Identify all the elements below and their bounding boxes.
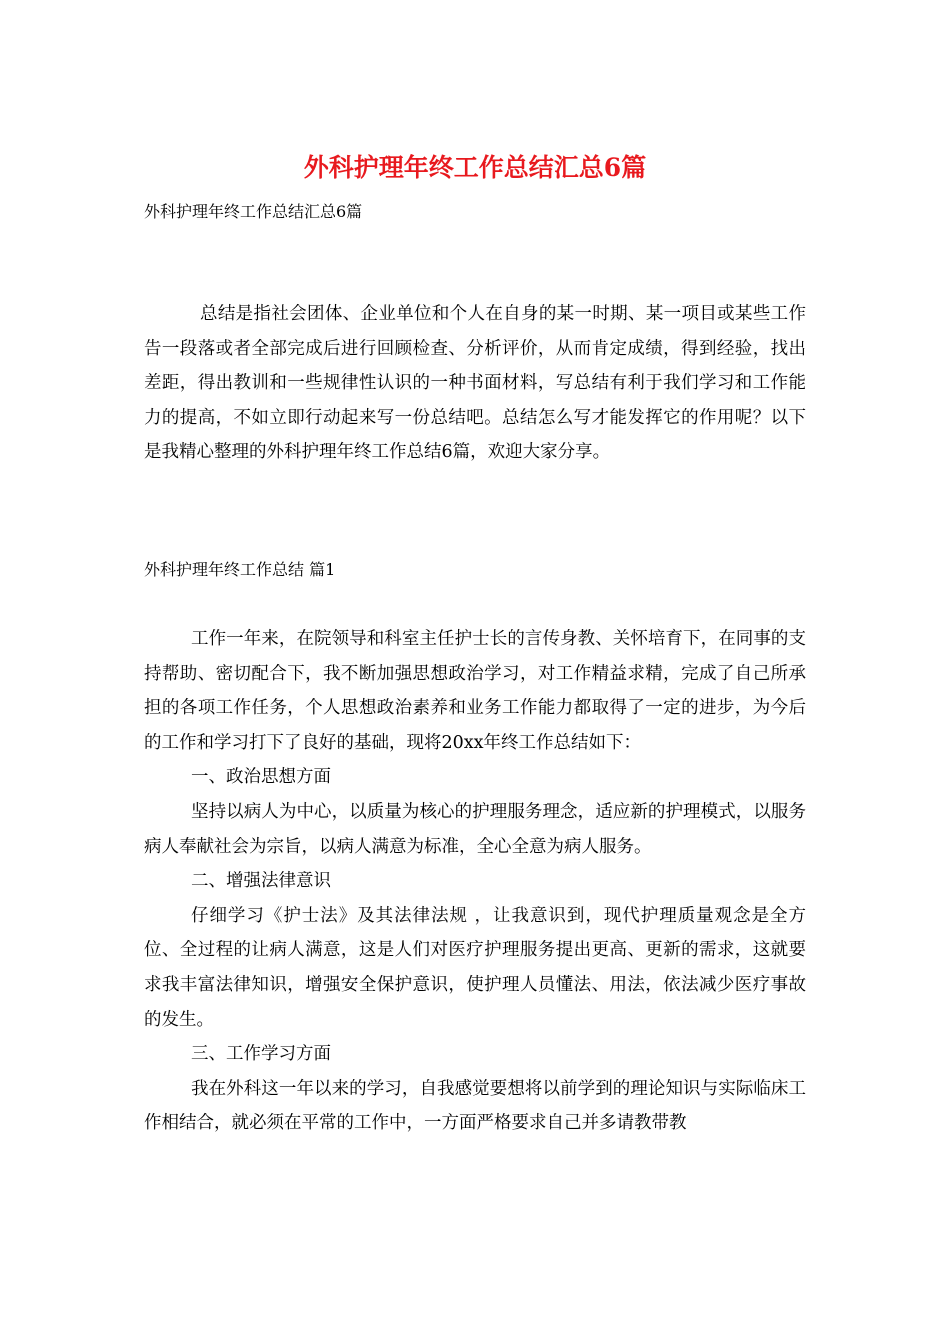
document-subtitle: 外科护理年终工作总结汇总6篇 [144, 202, 363, 221]
section-heading: 外科护理年终工作总结 篇1 [144, 560, 336, 579]
heading-politics: 一、政治思想方面 [191, 767, 331, 788]
paragraph-intro: 工作一年来，在院领导和科室主任护士长的言传身教、关怀培育下，在同事的支持帮助、密切配合下，我不断加强思想政治学习，对工作精益求精，完成了自己所承担的各项工作任务，个人思想政治素养和业务工作能力都取得了一定的进步，为今后的工作和学习打下了良好的基础，现将20xx年终工作总结如下： [144, 629, 806, 753]
section-body [144, 622, 806, 1141]
heading-work-study: 三、工作学习方面 [191, 1044, 331, 1065]
paragraph-work-study: 我在外科这一年以来的学习，自我感觉要想将以前学到的理论知识与实际临床工作相结合，就必须在平常的工作中，一方面严格要求自己并多请教带教 [144, 1078, 806, 1134]
intro-paragraph: 总结是指社会团体、企业单位和个人在自身的某一时期、某一项目或某些工作告一段落或者全部完成后进行回顾检查、分析评价，从而肯定成绩，得到经验，找出差距，得出教训和一些规律性认识的一种书面材料，写总结有利于我们学习和工作能力的提高，不如立即行动起来写一份总结吧。总结怎么写才能发挥它的作用呢？以下是我精心整理的外科护理年终工作总结6篇，欢迎大家分享。 [144, 304, 806, 463]
paragraph-politics: 坚持以病人为中心，以质量为核心的护理服务理念，适应新的护理模式，以服务病人奉献社会为宗旨，以病人满意为标准，全心全意为病人服务。 [144, 801, 806, 857]
document-title: 外科护理年终工作总结汇总6篇 [303, 153, 647, 182]
paragraph-law: 仔细学习《护士法》及其法律法规 ，让我意识到，现代护理质量观念是全方位、全过程的让病人满意，这是人们对医疗护理服务提出更高、更新的需求，这就要求我丰富法律知识，增强安全保护意识，使护理人员懂法、用法，依法减少医疗事故的发生。 [144, 905, 806, 1030]
heading-law: 二、增强法律意识 [191, 871, 331, 892]
